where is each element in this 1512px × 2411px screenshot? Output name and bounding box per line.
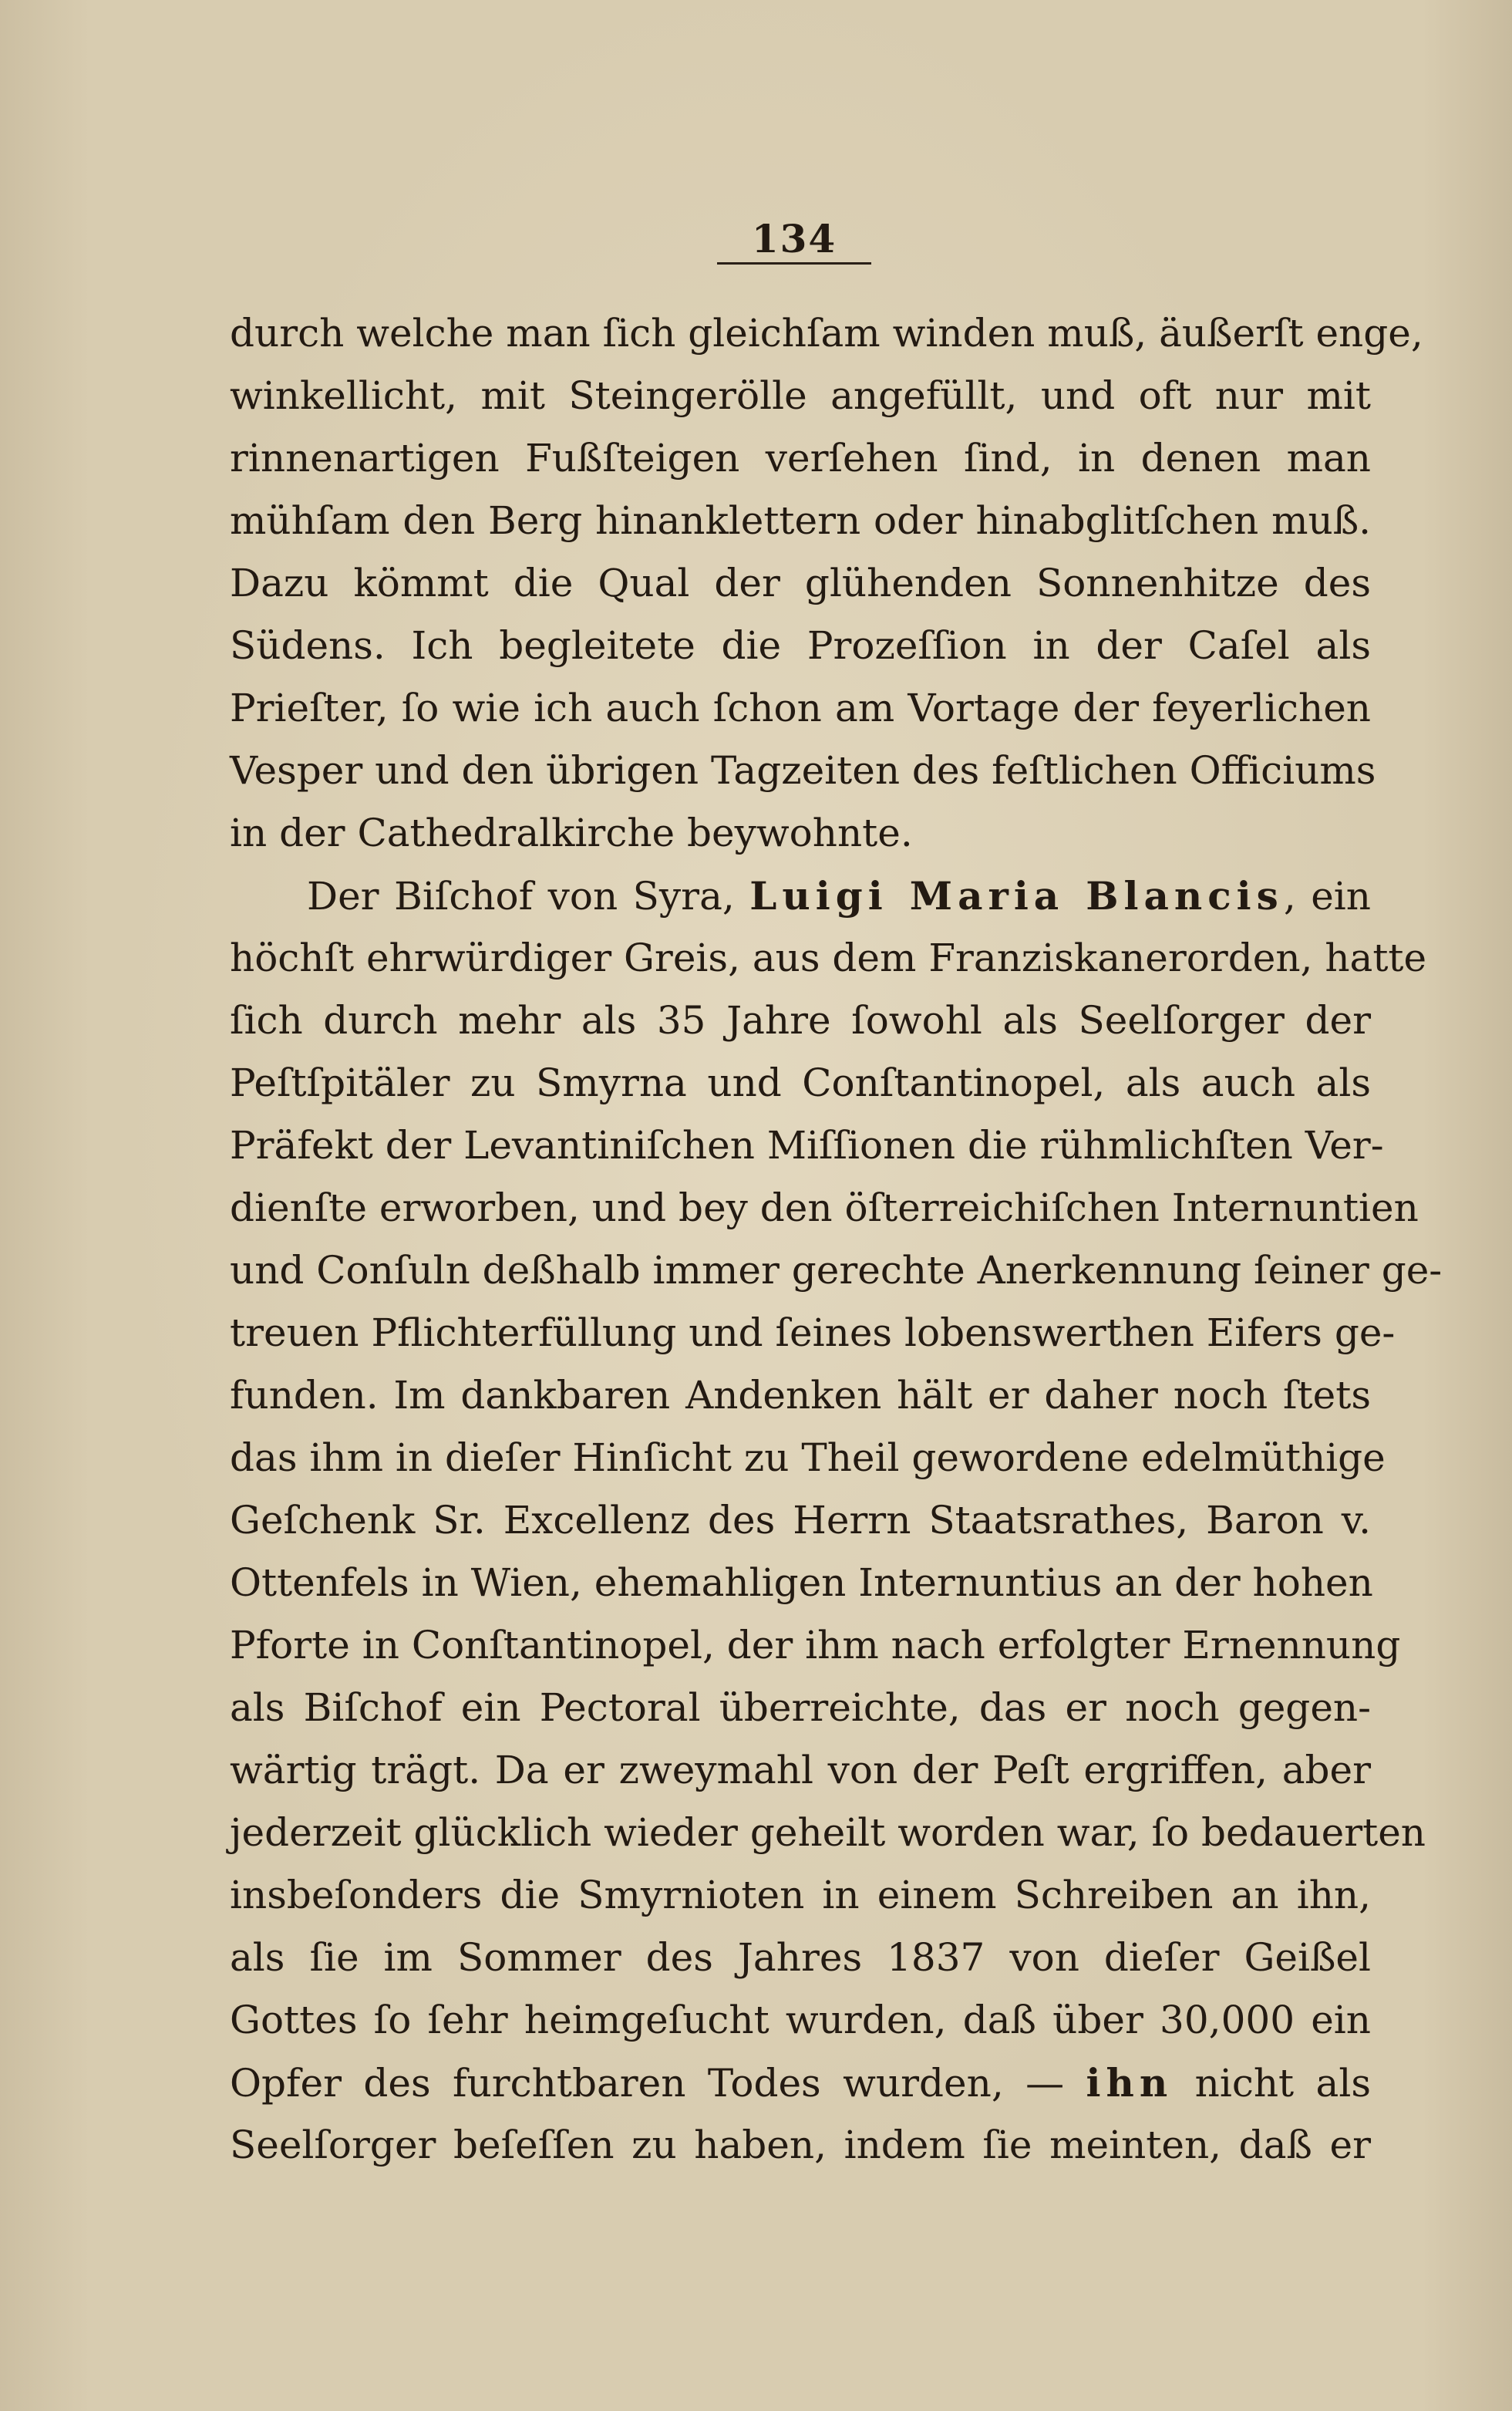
spaced-name-emphasis: Luigi Maria Blancis	[749, 873, 1284, 919]
text-line: treuen Pflichterfüllung und ſeines lobenswerthen Eifers ge-	[230, 1310, 1396, 1355]
text-line: insbeſonders die Smyrnioten in einem Schreiben an ihn,	[230, 1873, 1371, 1917]
header-rule	[717, 262, 871, 265]
paragraph-end-line: in der Cathedralkirche beywohnte.	[230, 811, 913, 855]
text-line: Geſchenk Sr. Excellenz des Herrn Staatsrathes, Baron v.	[230, 1498, 1371, 1543]
text-line: wärtig trägt. Da er zweymahl von der Peſt ergriffen, aber	[230, 1748, 1371, 1792]
line-text: Opfer des furchtbaren Todes wurden, —	[230, 2061, 1086, 2106]
text-line: höchſt ehrwürdiger Greis, aus dem Franziskanerorden, hatte	[230, 936, 1427, 980]
line-text: nicht als	[1173, 2061, 1371, 2106]
text-line: als ſie im Sommer des Jahres 1837 von dieſer Geißel	[230, 1935, 1371, 1980]
page-header	[717, 216, 871, 265]
text-line: Peſtſpitäler zu Smyrna und Conſtantinopel, als auch als	[230, 1061, 1371, 1105]
text-line: Dazu kömmt die Qual der glühenden Sonnenhitze des	[230, 561, 1371, 605]
text-line: und Conſuln deßhalb immer gerechte Anerkennung ſeiner ge-	[230, 1248, 1443, 1293]
text-line: Gottes ſo ſehr heimgeſucht wurden, daß über 30,000 ein	[230, 1998, 1371, 2042]
text-line: Südens. Ich begleitete die Prozeſſion in der Caſel als	[230, 623, 1371, 668]
text-line: Vesper und den übrigen Tagzeiten des feſtlichen Officiums	[230, 748, 1376, 793]
text-line: Präfekt der Levantiniſchen Miſſionen die rühmlichſten Ver-	[230, 1123, 1384, 1168]
text-line: funden. Im dankbaren Andenken hält er daher noch ſtets	[230, 1373, 1371, 1418]
text-line: Ottenfels in Wien, ehemahligen Internuntius an der hohen	[230, 1560, 1373, 1605]
line-text: , ein	[1283, 874, 1371, 919]
text-line: als Biſchof ein Pectoral überreichte, das er noch gegen-	[230, 1685, 1371, 1730]
text-line: durch welche man ſich gleichſam winden muß, äußerſt enge,	[230, 311, 1423, 356]
body-text	[230, 302, 1443, 2177]
text-line: winkellicht, mit Steingerölle angefüllt, und oft nur mit	[230, 373, 1371, 418]
spaced-word-emphasis: ihn	[1086, 2060, 1174, 2106]
text-line: das ihm in dieſer Hinſicht zu Theil gewordene edelmüthige	[230, 1435, 1386, 1480]
paragraph-start-line	[230, 865, 1371, 927]
text-line: Prieſter, ſo wie ich auch ſchon am Vortage der feyerlichen	[230, 686, 1371, 730]
text-line: dienſte erworben, und bey den öſterreichiſchen Internuntien	[230, 1185, 1419, 1230]
text-line: rinnenartigen Fußſteigen verſehen ſind, in denen man	[230, 436, 1371, 481]
page-number: 134	[751, 216, 837, 261]
text-line: jederzeit glücklich wieder geheilt worden war, ſo bedauerten	[230, 1810, 1426, 1855]
text-line	[230, 2052, 1371, 2114]
text-line: Seelſorger beſeſſen zu haben, indem ſie meinten, daß er	[230, 2123, 1371, 2167]
text-line: mühſam den Berg hinanklettern oder hinabglitſchen muß.	[230, 498, 1371, 543]
line-text: Der Biſchof von Syra,	[307, 874, 750, 919]
text-line: Pforte in Conſtantinopel, der ihm nach erfolgter Ernennung	[230, 1623, 1401, 1667]
text-line: ſich durch mehr als 35 Jahre ſowohl als Seelſorger der	[230, 998, 1371, 1043]
